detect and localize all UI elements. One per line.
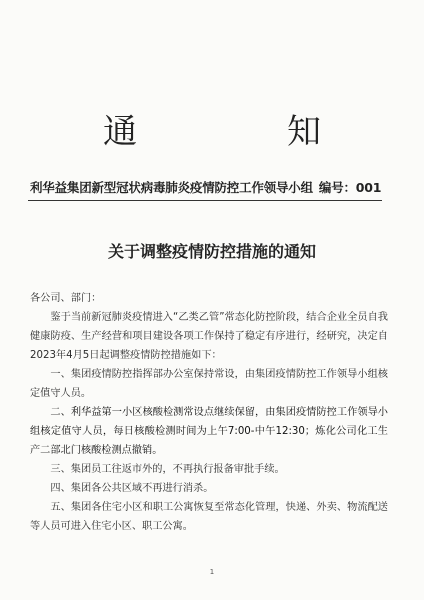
paragraph-item-1: 一、集团疫情防控指挥部办公室保持常设，由集团疫情防控工作领导小组核定值守人员。 xyxy=(30,369,388,399)
notice-header-char-1: 通 xyxy=(103,112,137,152)
document-title: 关于调整疫情防控措施的通知 xyxy=(107,242,316,261)
salutation: 各公司、部门： xyxy=(30,293,102,304)
notice-header xyxy=(0,112,424,152)
issuer-line xyxy=(30,180,382,196)
paragraph-item-2: 二、利华益第一小区核酸检测常设点继续保留，由集团疫情防控工作领导小组核定值守人员，每日核酸检测时间为上午7:00-中午12:30；炼化公司化工生产二部北门核酸检测点撤销。 xyxy=(30,407,388,456)
issuer-name: 利华益集团新型冠状病毒肺炎疫情防控工作领导小组 xyxy=(30,180,313,195)
document-body xyxy=(30,289,388,536)
paragraph-item-5: 五、集团各住宅小区和职工公寓恢复至常态化管理，快递、外卖、物流配送等人员可进入住宅小区、职工公寓。 xyxy=(30,502,388,532)
paragraph-item-4: 四、集团各公共区域不再进行消杀。 xyxy=(50,483,214,494)
notice-header-char-2: 知 xyxy=(287,112,321,152)
paragraph-intro: 鉴于当前新冠肺炎疫情进入“乙类乙管”常态化防控阶段，结合企业全员自我健康防疫、生产经营和项目建设各项工作保持了稳定有序进行，经研究，决定自2023年4月5日起调整疫情防控措施如下： xyxy=(30,312,388,361)
document-number: 编号：001 xyxy=(318,180,382,195)
paragraph-item-3: 三、集团员工往返市外的，不再执行报备审批手续。 xyxy=(50,464,285,475)
header-divider xyxy=(28,200,382,201)
page-number: 1 xyxy=(209,568,215,576)
